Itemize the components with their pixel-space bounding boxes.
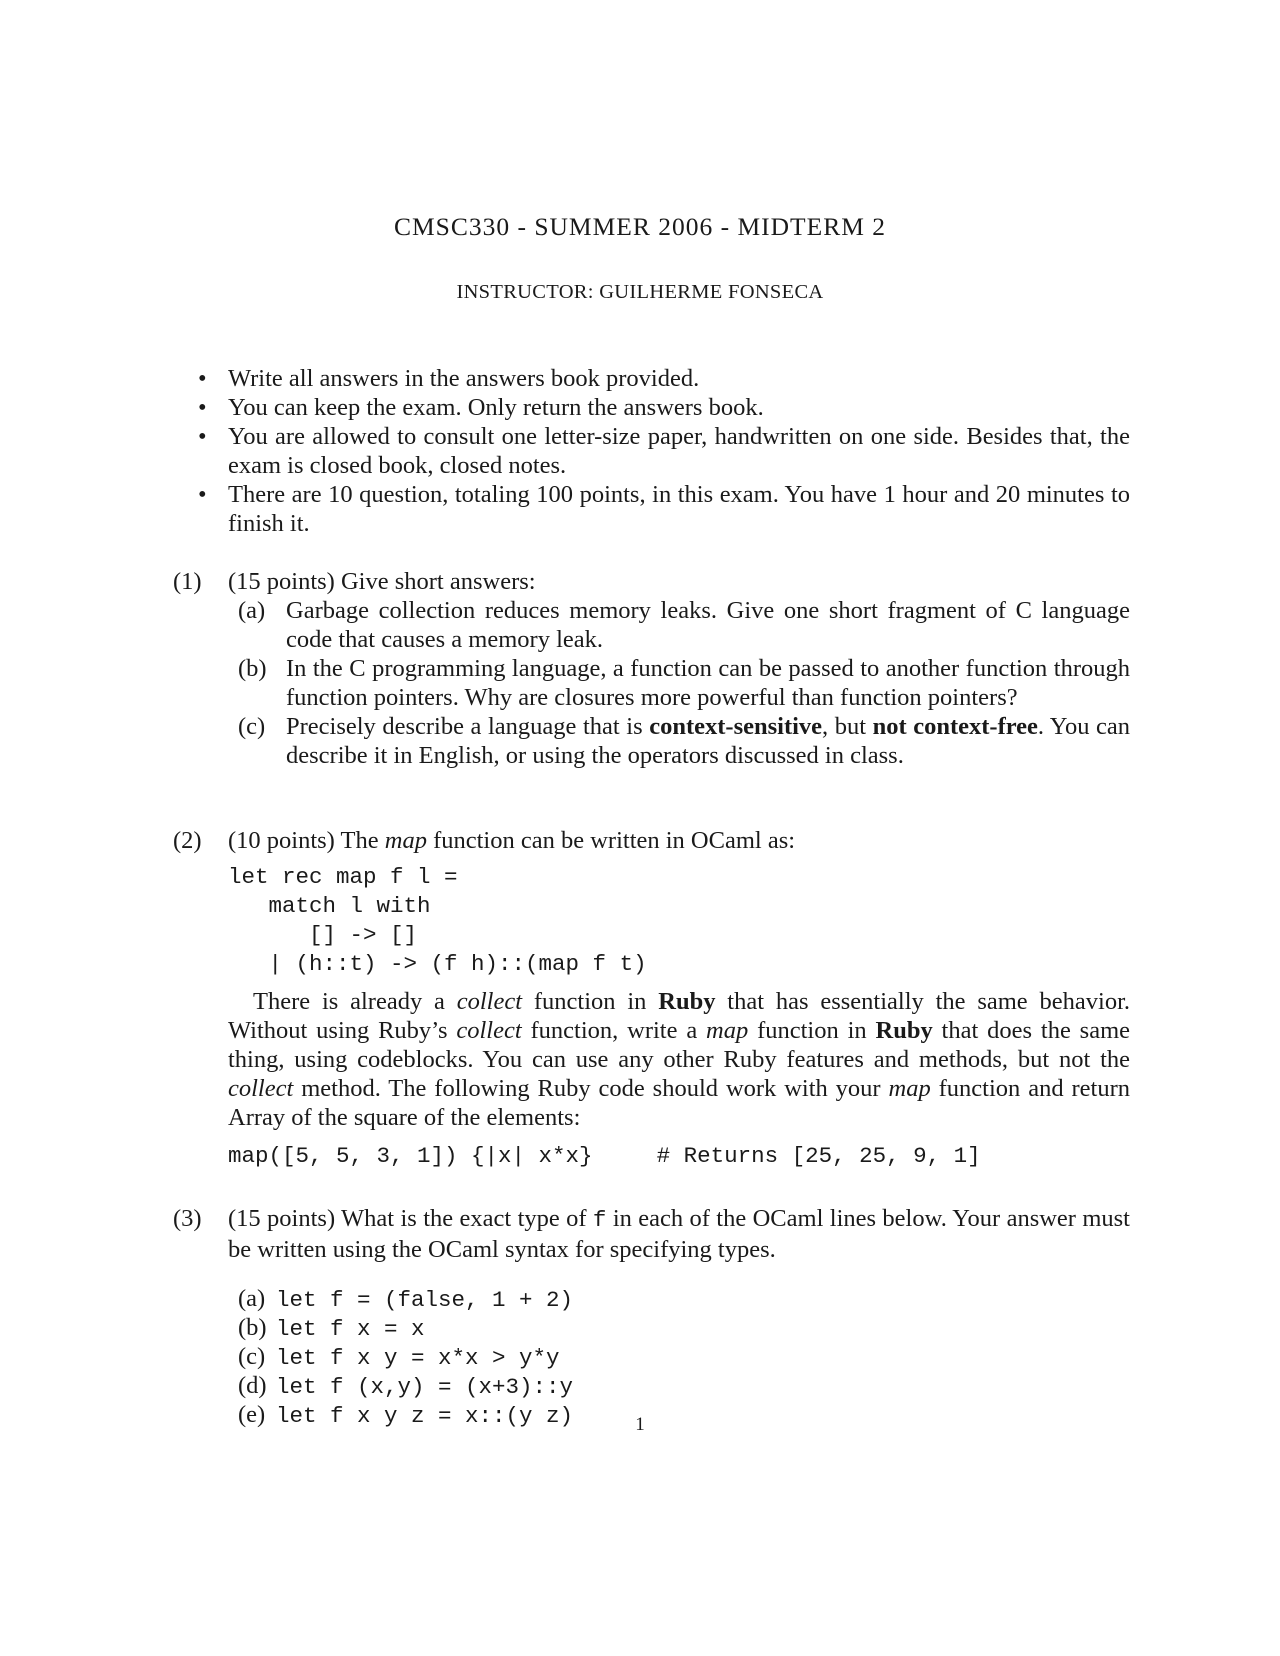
question-2 — [173, 826, 1130, 1171]
instruction-item: • There are 10 question, totaling 100 points, in this exam. You have 1 hour and 20 minutes to finish it. — [198, 481, 1130, 537]
exam-title: CMSC330 - SUMMER 2006 - MIDTERM 2 — [393, 212, 887, 241]
type-item: (e) let f x y z = x::(y z) — [238, 1401, 574, 1429]
question-number: (3) — [173, 1205, 202, 1232]
part-a: (a) Garbage collection reduces memory leaks. Give one short fragment of C language code that causes a memory leak. — [238, 597, 1130, 653]
question-intro: (15 points) What is the exact type of f in each of the OCaml lines below. Your answer must be written using the OCaml syntax for specifying types. — [228, 1205, 1130, 1263]
question-paragraph: There is already a collect function in Ruby that has essentially the same behavior. Without using Ruby’s collect function, write a map function in Ruby that does the same thing, using codeblocks. You can use any other Ruby features and methods, but not the collect method. The following Ruby code should work with your map function and return Array of the square of the elements: — [228, 988, 1130, 1131]
page-number: 1 — [635, 1414, 645, 1435]
instruction-item: • Write all answers in the answers book provided. — [198, 365, 700, 392]
question-number: (2) — [173, 827, 202, 854]
question-3 — [173, 1204, 1130, 1429]
question-parts — [238, 596, 1130, 770]
type-item: (a) let f = (false, 1 + 2) — [238, 1285, 574, 1313]
part-c: (c) Precisely describe a language that is context-sensitive, but not context-free. You can describe it in English, or using the operators discussed in class. — [238, 713, 1131, 769]
bullet-icon: • — [198, 365, 207, 392]
instruction-item: • You can keep the exam. Only return the answers book. — [198, 394, 764, 421]
part-b: (b) In the C programming language, a function can be passed to another function through function pointers. Why are closures more powerful than function pointers? — [238, 655, 1130, 711]
type-item: (d) let f (x,y) = (x+3)::y — [238, 1372, 574, 1400]
ruby-example: map([5, 5, 3, 1]) {|x| x*x} # Returns [25, 25, 9, 1] — [228, 1143, 981, 1169]
instruction-item: • You are allowed to consult one letter-size paper, handwritten on one side. Besides that, the exam is closed book, closed notes. — [198, 423, 1130, 479]
ocaml-type-list — [238, 1284, 1130, 1429]
instructor-line: INSTRUCTOR: GUILHERME FONSECA — [456, 281, 824, 303]
instructions-list — [196, 364, 1130, 538]
question-number: (1) — [173, 568, 202, 595]
question-intro: (15 points) Give short answers: — [228, 568, 536, 595]
question-1 — [173, 567, 1130, 770]
type-item: (b) let f x = x — [238, 1314, 425, 1342]
ocaml-code-block: let rec map f l = match l with [] -> [] | (h::t) -> (f h)::(map f t) — [228, 864, 647, 977]
bullet-icon: • — [198, 481, 207, 508]
type-item: (c) let f x y = x*x > y*y — [238, 1343, 560, 1371]
bullet-icon: • — [198, 423, 207, 450]
bullet-icon: • — [198, 394, 207, 421]
question-intro: (10 points) The map function can be written in OCaml as: — [228, 827, 796, 854]
